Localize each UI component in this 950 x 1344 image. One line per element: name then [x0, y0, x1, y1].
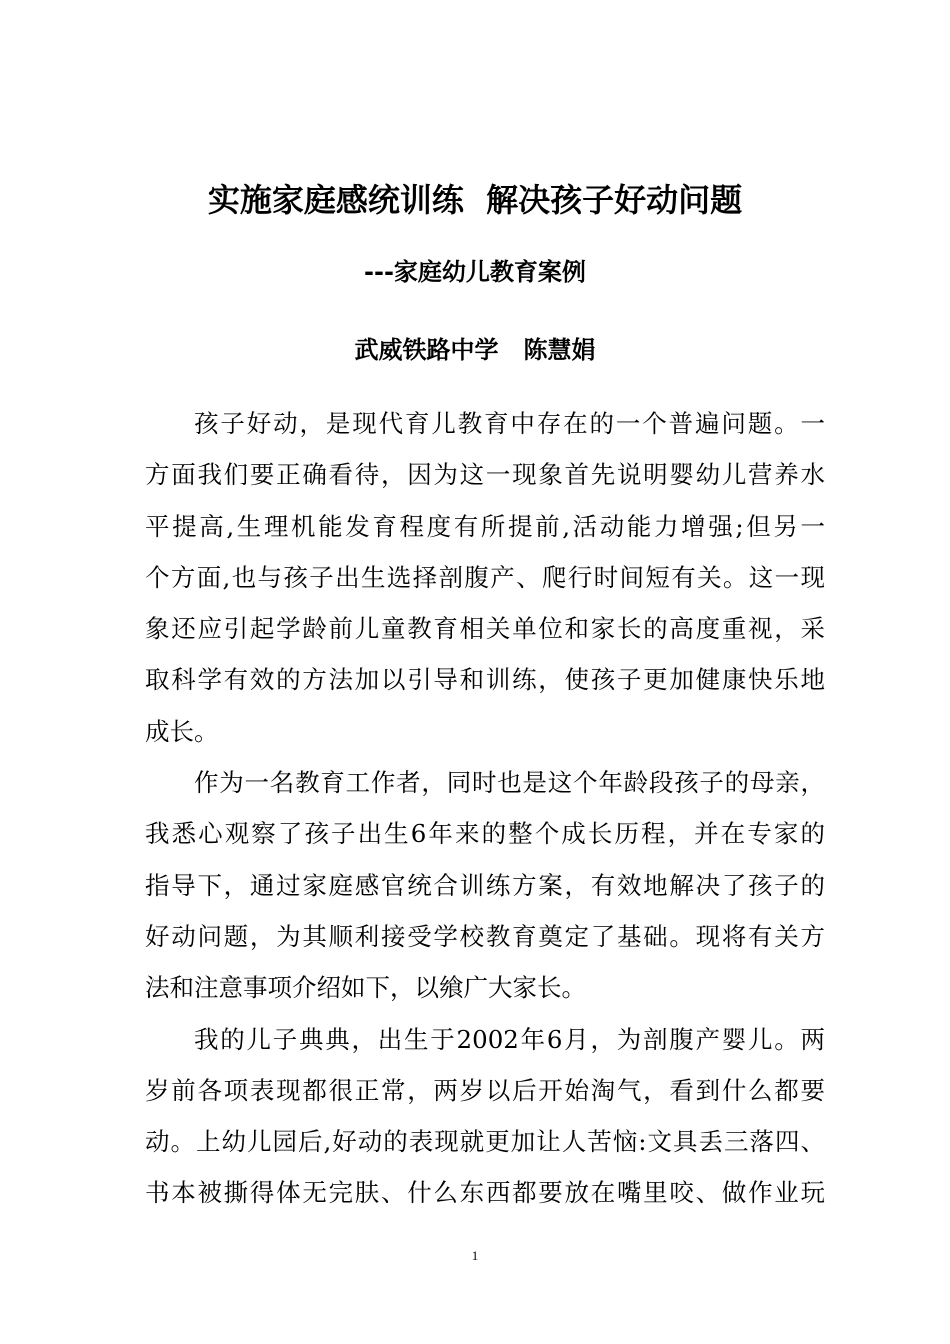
text-line: 法和注意事项介绍如下，以飨广大家长。	[145, 973, 586, 1003]
text-line: 我悉心观察了孩子出生6年来的整个成长历程，并在专家的	[145, 819, 825, 849]
text-line: 我的儿子典典，出生于2002年6月，为剖腹产婴儿。两	[194, 1024, 825, 1054]
text-line: 平提高,生理机能发育程度有所提前,活动能力增强;但另一	[145, 511, 825, 541]
paragraph	[145, 1014, 825, 1219]
text-line: 取科学有效的方法加以引导和训练，使孩子更加健康快乐地	[145, 665, 825, 695]
paragraph	[145, 757, 825, 1013]
text-line: 个方面,也与孩子出生选择剖腹产、爬行时间短有关。这一现	[145, 562, 825, 592]
text-line: 孩子好动，是现代育儿教育中存在的一个普遍问题。一	[194, 409, 825, 438]
text-line: 指导下，通过家庭感官统合训练方案，有效地解决了孩子的	[145, 870, 825, 900]
text-line: 动。上幼儿园后,好动的表现就更加让人苦恼:文具丢三落四、	[145, 1127, 825, 1157]
document-subtitle: ---家庭幼儿教育案例	[364, 258, 586, 286]
author-line: 武威铁路中学 陈慧娟	[354, 336, 596, 364]
text-line: 书本被撕得体无完肤、什么东西都要放在嘴里咬、做作业玩	[145, 1178, 825, 1208]
text-line: 象还应引起学龄前儿童教育相关单位和家长的高度重视，采	[145, 614, 825, 644]
paragraph	[145, 398, 825, 757]
text-line: 作为一名教育工作者，同时也是这个年龄段孩子的母亲，	[194, 768, 825, 798]
text-line: 成长。	[145, 716, 219, 746]
text-line: 岁前各项表现都很正常，两岁以后开始淘气，看到什么都要	[145, 1075, 825, 1105]
page-number: 1	[471, 1248, 479, 1263]
text-line: 方面我们要正确看待，因为这一现象首先说明婴幼儿营养水	[145, 460, 825, 490]
text-line: 好动问题，为其顺利接受学校教育奠定了基础。现将有关方	[145, 921, 825, 951]
document-title: 实施家庭感统训练 解决孩子好动问题	[207, 181, 743, 219]
body-text	[145, 398, 825, 1219]
